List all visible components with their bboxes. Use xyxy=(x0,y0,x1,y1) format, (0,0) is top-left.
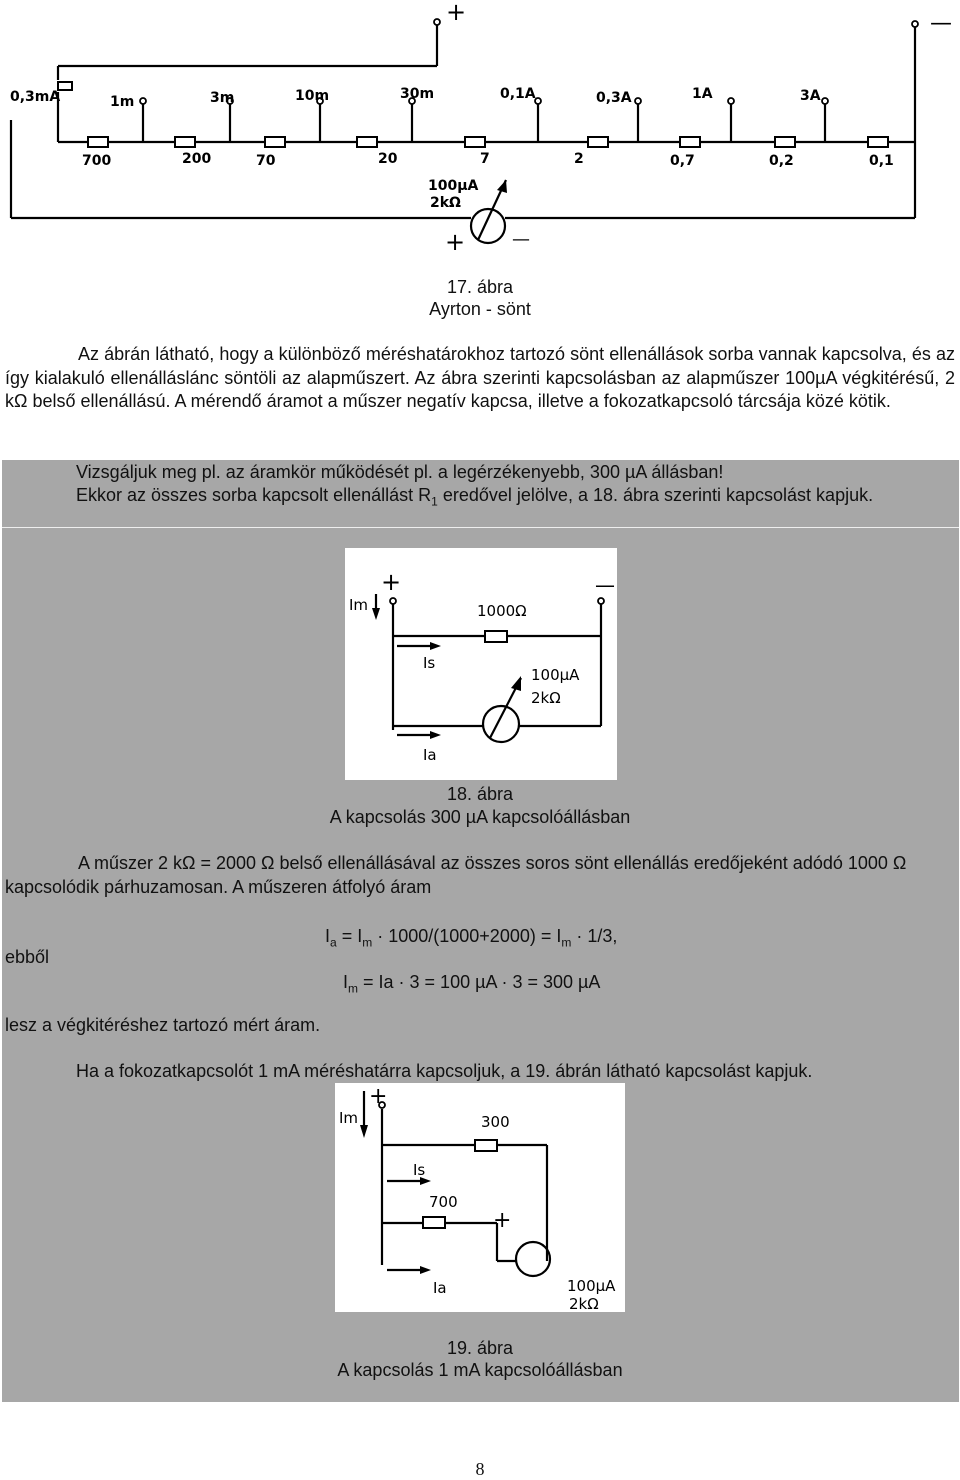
eq2-part-a: I xyxy=(343,972,349,992)
meter-current-label: 100µA xyxy=(428,178,479,194)
figure-17-ayrton-shunt xyxy=(0,0,960,262)
resistor-label: 2 xyxy=(574,151,584,167)
paragraph-2-text-a: Ekkor az összes sorba kapcsolt ellenállást R xyxy=(76,485,432,505)
equation-1 xyxy=(325,925,617,954)
resistor-label: 0,7 xyxy=(670,153,695,169)
eq1-sub-b: m xyxy=(362,935,373,950)
page-number: 8 xyxy=(475,1459,485,1479)
terminal-minus-label: — xyxy=(930,11,952,36)
eq1-part-c: · 1000/(1000+2000) = I xyxy=(372,926,562,946)
tap-label: 10m xyxy=(295,88,330,104)
terminal-plus-label: + xyxy=(446,0,467,26)
lesz-line: lesz a végkitéréshez tartozó mért áram. xyxy=(5,1015,321,1035)
eq1-part-d: · 1/3, xyxy=(571,926,618,946)
resistor-label: 0,2 xyxy=(769,153,794,169)
tap-label: 3A xyxy=(800,88,821,104)
paragraph-1: Az ábrán látható, hogy a különböző méréshatárokhoz tartozó sönt ellenállások sorba vannak kapcsolva, és az így kialakuló ellenálláslánc söntöli az alapműszert. Az ábra szerinti kapcsolásban az alapműszer 100µA végkitérésű, 2 kΩ belső ellenállású. A mérendő áramot a műszer negatív kapcsa, illetve a fokozatkapcsoló tárcsája közé kötik. xyxy=(5,344,955,411)
meter-resistance-label: 2kΩ xyxy=(430,195,461,211)
eq2-part-b: = Ia · 3 = 100 µA · 3 = 300 µA xyxy=(358,972,601,992)
is-label: Is xyxy=(413,1161,426,1179)
eq1-part-a: I xyxy=(325,926,331,946)
equation-2 xyxy=(343,971,600,1000)
figure-18-caption-title: A kapcsolás 300 µA kapcsolóállásban xyxy=(329,807,631,827)
plus-terminal-label: + xyxy=(369,1084,388,1109)
resistor-label: 700 xyxy=(82,153,112,169)
paragraph-3: A műszer 2 kΩ = 2000 Ω belső ellenállásával az összes soros sönt ellenállás eredőjeként adódó 1000 Ω kapcsolódik párhuzamosan. A műszeren átfolyó áram xyxy=(5,853,907,897)
resistor-label: 0,1 xyxy=(869,153,894,169)
plus-terminal-label: + xyxy=(381,568,402,596)
eq1-sub-a: a xyxy=(330,935,337,950)
meter-current-label: 100µA xyxy=(531,666,580,684)
meter-plus-label: + xyxy=(445,228,466,256)
meter-resistance-label: 2kΩ xyxy=(569,1295,599,1312)
tap-label: 0,1A xyxy=(500,86,536,102)
meter-plus-label: + xyxy=(493,1208,512,1233)
paragraph-2-line-1: Vizsgáljuk meg pl. az áramkör működését pl. a legérzékenyebb, 300 µA állásban! xyxy=(76,462,724,482)
resistor-top-label: 300 xyxy=(481,1113,510,1131)
resistor-label: 200 xyxy=(182,151,212,167)
resistor-label: 1000Ω xyxy=(477,602,527,620)
im-label: Im xyxy=(349,596,369,614)
resistor-label: 7 xyxy=(480,151,490,167)
tap-label: 3m xyxy=(210,90,235,106)
meter-minus-label: — xyxy=(512,229,530,250)
resistor-label: 70 xyxy=(256,153,276,169)
paragraph-2-line-2 xyxy=(76,484,873,513)
figure-19-caption-title: A kapcsolás 1 mA kapcsolóállásban xyxy=(337,1360,623,1380)
meter-resistance-label: 2kΩ xyxy=(531,689,561,707)
resistor-mid-label: 700 xyxy=(429,1193,458,1211)
tap-label: 0,3mA xyxy=(10,89,61,105)
is-label: Is xyxy=(423,654,436,672)
tap-label: 30m xyxy=(400,86,435,102)
eq1-sub-c: m xyxy=(561,935,572,950)
figure-17-caption-title: Ayrton - sönt xyxy=(429,299,531,319)
paragraph-4: Ha a fokozatkapcsolót 1 mA méréshatárra kapcsoljuk, a 19. ábrán látható kapcsolást kapjuk. xyxy=(76,1061,813,1081)
resistor-label: 20 xyxy=(378,151,398,167)
im-label: Im xyxy=(339,1109,359,1127)
figure-19-caption-number: 19. ábra xyxy=(446,1338,514,1358)
r1-subscript: 1 xyxy=(431,494,438,509)
panel-separator-line xyxy=(2,527,959,528)
tap-label: 0,3A xyxy=(596,90,632,106)
ebbol-label: ebből xyxy=(5,947,50,967)
tap-label: 1A xyxy=(692,86,713,102)
figure-17-caption-number: 17. ábra xyxy=(446,277,514,297)
tap-label: 1m xyxy=(110,94,135,110)
minus-terminal-label: — xyxy=(595,573,615,597)
eq2-sub: m xyxy=(348,981,359,996)
figure-18-circuit xyxy=(345,548,617,780)
ia-label: Ia xyxy=(433,1279,447,1297)
eq1-part-b: = I xyxy=(336,926,363,946)
figure-19-circuit xyxy=(335,1083,625,1312)
ia-label: Ia xyxy=(423,746,437,764)
figure-18-caption-number: 18. ábra xyxy=(446,784,514,804)
meter-current-label: 100µA xyxy=(567,1277,616,1295)
paragraph-2-text-b: eredővel jelölve, a 18. ábra szerinti kapcsolást kapjuk. xyxy=(437,485,874,505)
